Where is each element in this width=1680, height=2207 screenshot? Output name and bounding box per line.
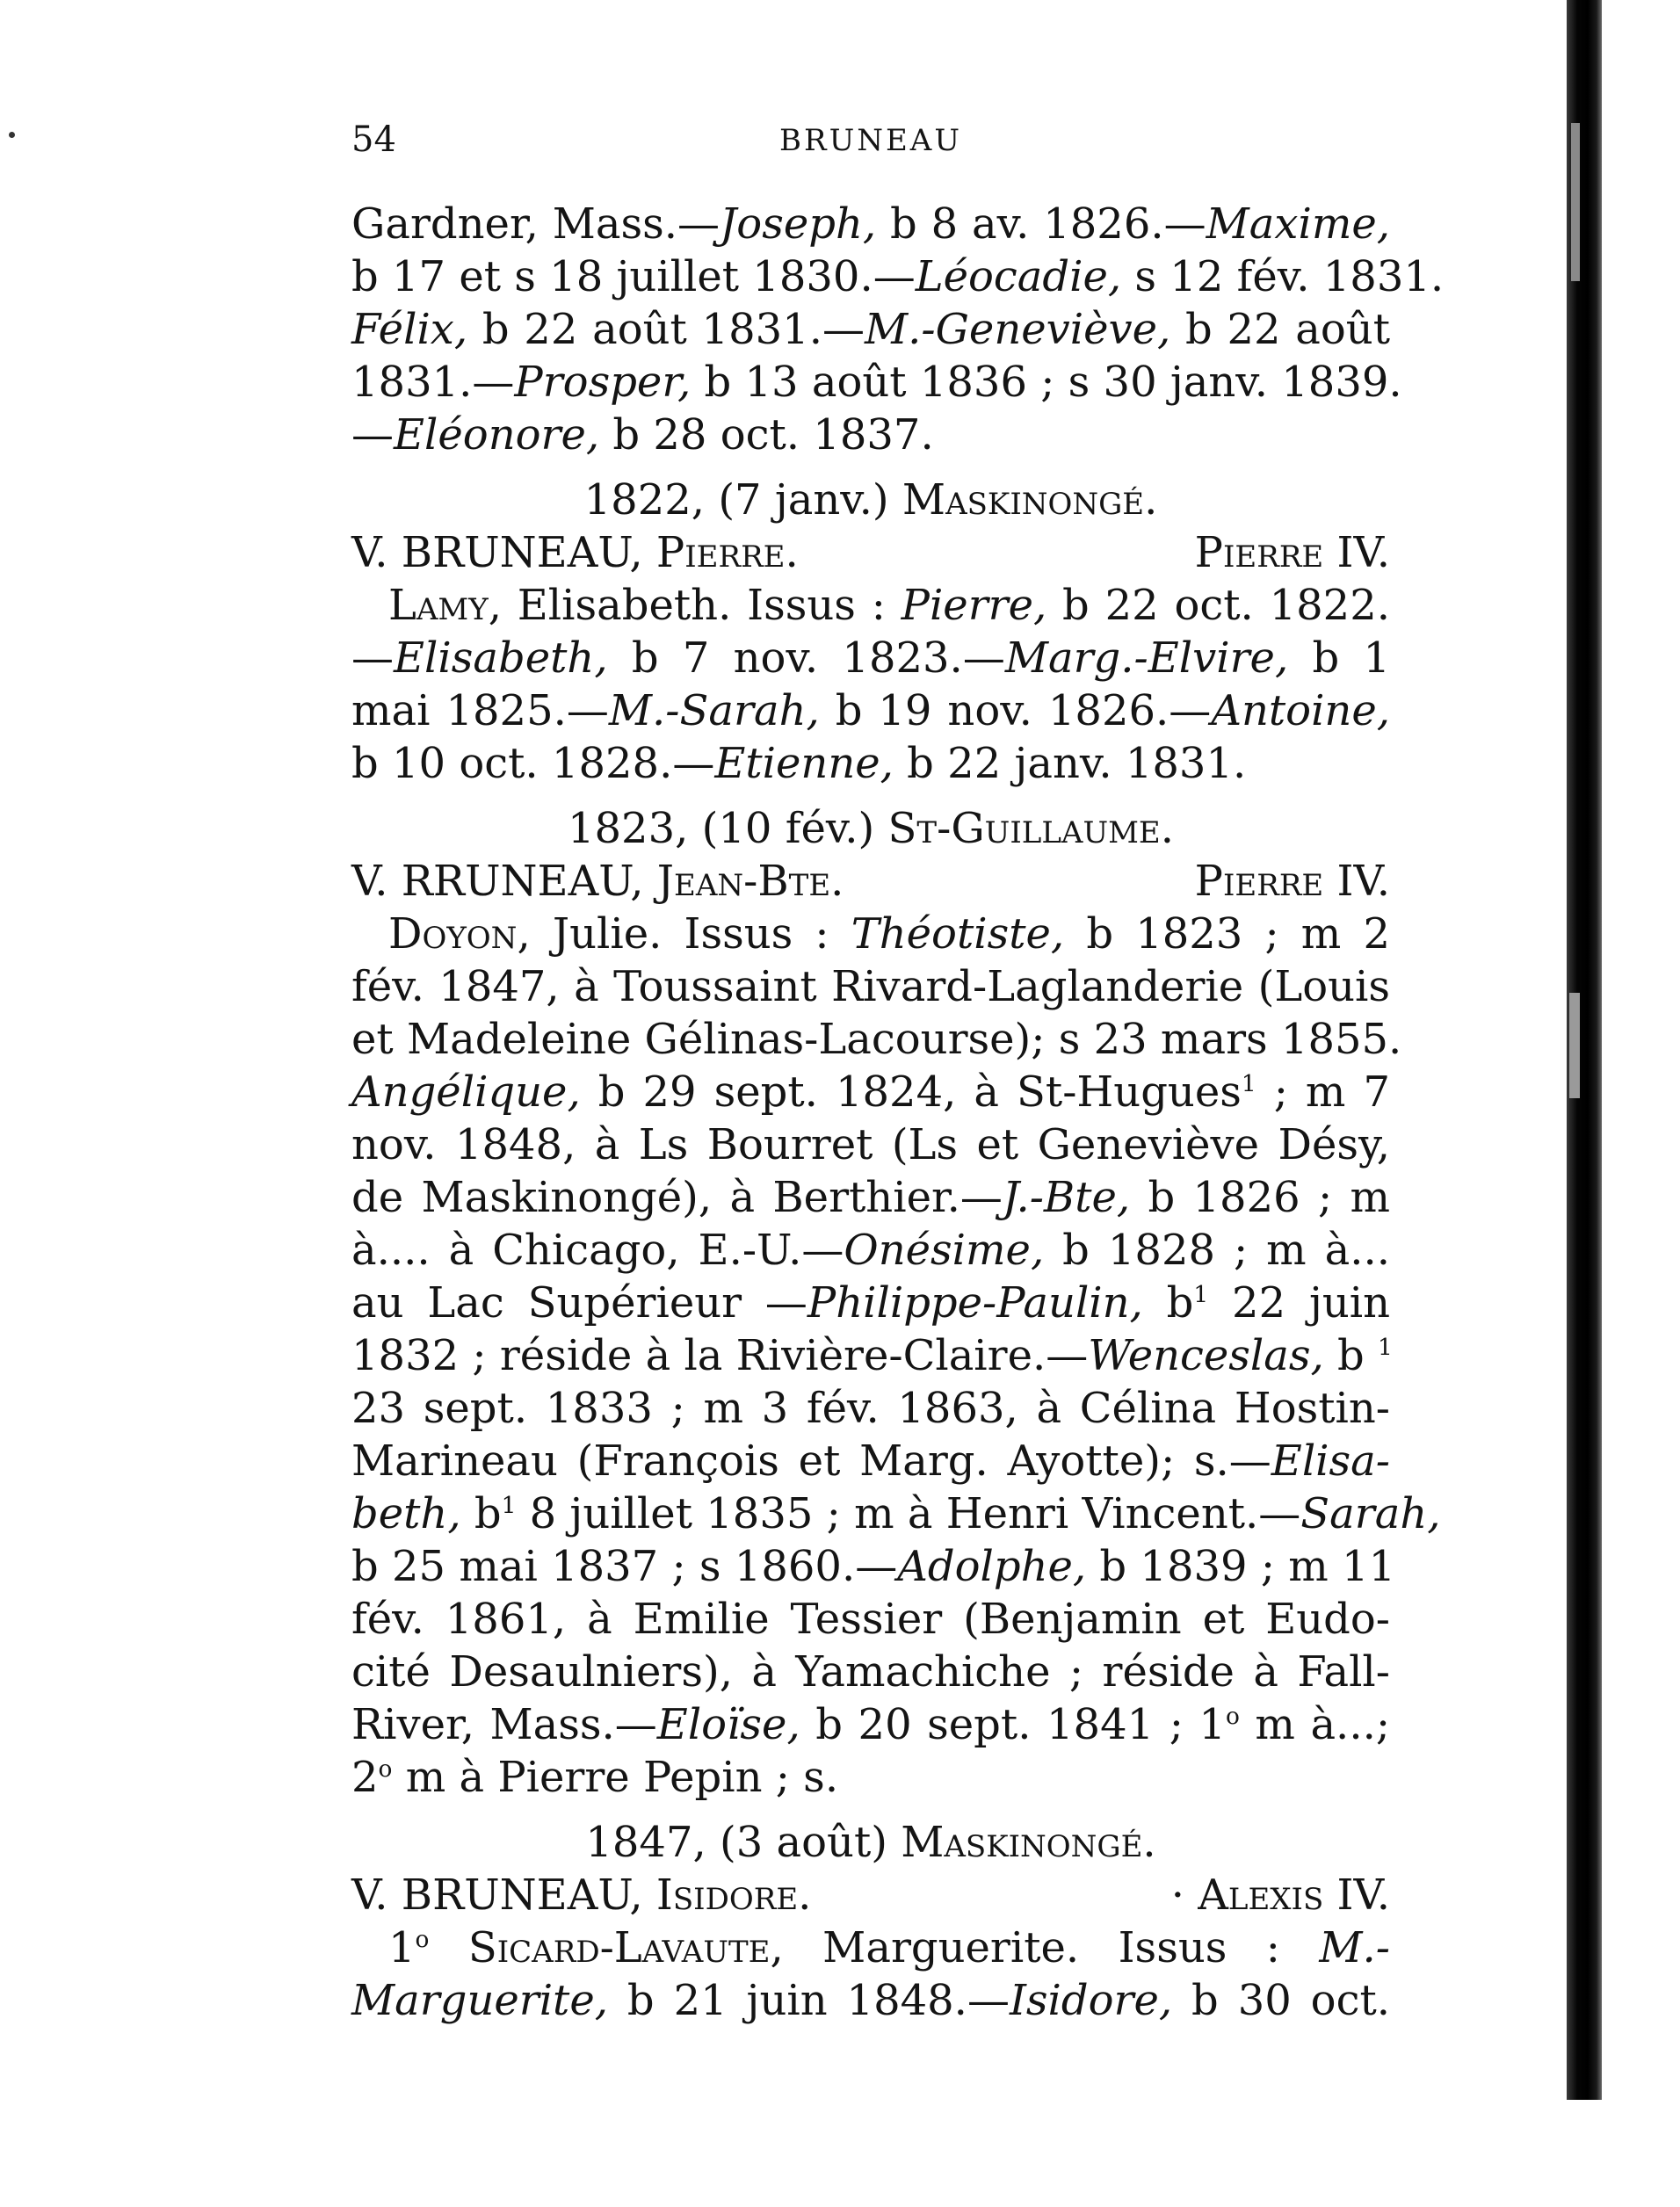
page-number: 54 [351, 119, 396, 160]
entry-heading: V. BRUNEAU, Pierre. Pierre IV. [351, 528, 1390, 577]
text-line: River, Mass.—Eloïse, b 20 sept. 1841 ; 1$^o$ m à...; [351, 1700, 1391, 1749]
text-line: 23 sept. 1833 ; m 3 fév. 1863, à Célina Hostin- [351, 1384, 1390, 1433]
text-line: cité Desaulniers), à Yamachiche ; réside à Fall- [351, 1647, 1390, 1697]
text-line: 1832 ; réside à la Rivière-Claire.—Wenceslas, b $^1$ [351, 1331, 1393, 1380]
entry-heading: V. BRUNEAU, Isidore. · Alexis IV. [351, 1871, 1390, 1920]
entry-heading: V. RRUNEAU, Jean-Bte. Pierre IV. [351, 857, 1390, 906]
text-line: b 10 oct. 1828.—Etienne, b 22 janv. 1831. [351, 739, 1247, 788]
text-line: 1$^o$ Sicard-Lavaute, Marguerite. Issus : M.- [388, 1923, 1390, 1972]
spine-highlight [1571, 123, 1580, 281]
page-header [351, 112, 1390, 165]
text-line: 1831.—Prosper, b 13 août 1836 ; s 30 janv. 1839. [351, 358, 1402, 407]
text-line: nov. 1848, à Ls Bourret (Ls et Geneviève Désy, [351, 1120, 1390, 1169]
text-line: —Eléonore, b 28 oct. 1837. [351, 410, 934, 459]
text-line: —Elisabeth, b 7 nov. 1823.—Marg.-Elvire, b 1 [351, 633, 1391, 683]
text-line: b 17 et s 18 juillet 1830.—Léocadie, s 12 fév. 1831. [351, 252, 1445, 301]
text-line: b 25 mai 1837 ; s 1860.—Adolphe, b 1839 ; m 11 [351, 1542, 1396, 1591]
text-line: mai 1825.—M.-Sarah, b 19 nov. 1826.—Antoine, [351, 686, 1391, 735]
text-line: Angélique, b 29 sept. 1824, à St-Hugues$^1$ ; m 7 [351, 1067, 1391, 1117]
text-line: fév. 1861, à Emilie Tessier (Benjamin et Eudo- [351, 1595, 1390, 1644]
running-head: BRUNEAU [778, 123, 963, 158]
text-line: Doyon, Julie. Issus : Théotiste, b 1823 ; m 2 [388, 909, 1390, 959]
text-line: 2$^o$ m à Pierre Pepin ; s. [351, 1753, 839, 1802]
text-line: Félix, b 22 août 1831.—M.-Geneviève, b 22 août [351, 305, 1391, 354]
text-line: Lamy, Elisabeth. Issus : Pierre, b 22 oct. 1822. [388, 581, 1390, 630]
text-line: Marineau (François et Marg. Ayotte); s.—Elisa- [351, 1436, 1390, 1486]
text-line: beth, $b^1$ 8 juillet 1835 ; m à Henri Vincent.—Sarah, [351, 1489, 1441, 1538]
genealogy-text [351, 198, 1445, 2027]
text-line: fév. 1847, à Toussaint Rivard-Laglanderie (Louis [351, 962, 1390, 1011]
text-line: de Maskinongé), à Berthier.—J.-Bte, b 1826 ; m [351, 1173, 1391, 1222]
marriage-heading: 1822, (7 janv.) Maskinongé. [583, 475, 1158, 525]
spine-highlight [1569, 993, 1580, 1098]
text-line: Gardner, Mass.—Joseph, b 8 av. 1826.—Maxime, [351, 199, 1390, 249]
text-line: à.... à Chicago, E.-U.—Onésime, b 1828 ; m à... [351, 1226, 1391, 1275]
text-line: au Lac Supérieur —Philippe-Paulin, $b^1$ 22 juin [351, 1278, 1391, 1328]
text-line: Marguerite, b 21 juin 1848.—Isidore, b 30 oct. [351, 1976, 1391, 2025]
marriage-heading: 1847, (3 août) Maskinongé. [585, 1818, 1156, 1867]
text-line: et Madeleine Gélinas-Lacourse); s 23 mars 1855. [351, 1015, 1402, 1064]
scan-speck [9, 132, 15, 138]
marriage-heading: 1823, (10 fév.) St-Guillaume. [567, 804, 1175, 853]
